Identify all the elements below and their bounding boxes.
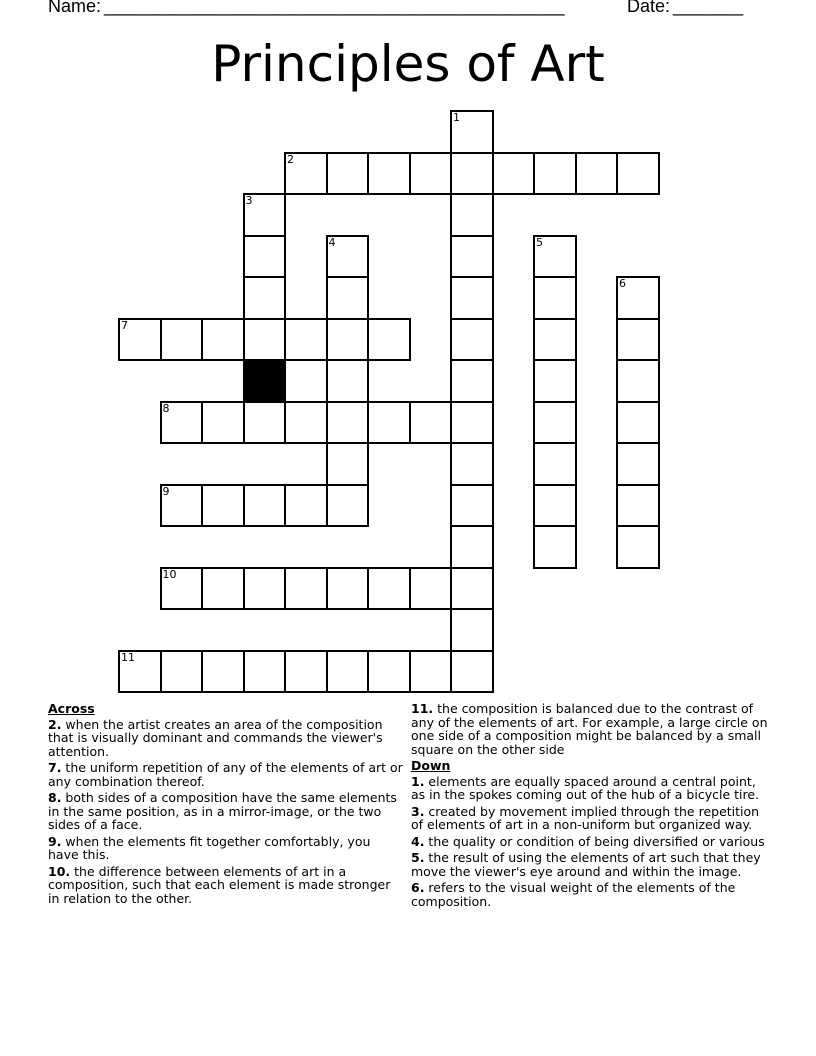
page-title: Principles of Art [211, 35, 605, 93]
crossword-cell[interactable] [243, 235, 287, 279]
clue-number: 5. [411, 850, 425, 865]
clue-number: 6. [411, 880, 425, 895]
clue-number-label: 6 [619, 277, 626, 290]
crossword-cell[interactable] [533, 401, 577, 445]
crossword-cell[interactable] [243, 193, 287, 237]
crossword-cell[interactable] [326, 318, 370, 362]
clue-number-label: 8 [162, 401, 170, 415]
crossword-cell[interactable] [409, 567, 453, 611]
clue-across-10 [48, 865, 404, 906]
clue-number: 8. [48, 790, 62, 805]
crossword-cell[interactable] [284, 401, 328, 445]
name-field[interactable]: ______________________________________________ [104, 0, 565, 16]
crossword-cell[interactable] [284, 650, 328, 694]
clue-number-label: 4 [328, 235, 336, 249]
crossword-cell[interactable] [616, 276, 660, 320]
crossword-cell[interactable] [450, 235, 494, 279]
crossword-cell[interactable] [118, 650, 162, 694]
crossword-cell[interactable] [450, 608, 494, 652]
crossword-cell[interactable] [326, 401, 370, 445]
crossword-cell[interactable] [616, 401, 660, 445]
clue-number: 7. [48, 760, 62, 775]
crossword-cell[interactable] [575, 152, 619, 196]
crossword-cell[interactable] [118, 318, 162, 362]
crossword-cell[interactable] [367, 152, 411, 196]
crossword-cell[interactable] [326, 442, 370, 486]
clue-text: the uniform repetition of any of the elements of art or any combination thereof. [48, 760, 403, 789]
clue-text: both sides of a composition have the same elements in the same position, as in a mirror-image, or the two sides of a face. [48, 790, 397, 832]
crossword-cell[interactable] [533, 484, 577, 528]
date-label: Date: [627, 0, 671, 16]
clue-across-11 [411, 702, 771, 756]
crossword-cell[interactable] [243, 276, 287, 320]
crossword-cell[interactable] [616, 525, 660, 569]
clue-across-9 [48, 835, 404, 862]
crossword-cell[interactable] [284, 484, 328, 528]
clue-text: elements are equally spaced around a central point, as in the spokes coming out of the hub of a bicycle tire. [411, 773, 760, 802]
crossword-cell[interactable] [409, 152, 453, 196]
clue-text: when the artist creates an area of the composition that is visually dominant and commands the viewer's attention. [48, 716, 383, 759]
clue-text: the difference between elements of art in a composition, such that each element is made stronger in relation to the other. [48, 863, 391, 906]
crossword-cell[interactable] [492, 152, 536, 196]
clue-number: 1. [411, 773, 425, 789]
crossword-cell[interactable] [326, 152, 370, 196]
crossword-cell[interactable] [533, 152, 577, 196]
clue-down-5 [411, 851, 771, 878]
crossword-cell[interactable] [243, 567, 287, 611]
crossword-cell[interactable] [367, 401, 411, 445]
clue-number-label: 11 [121, 650, 135, 664]
crossword-cell[interactable] [326, 235, 370, 279]
crossword-cell[interactable] [160, 650, 204, 694]
crossword-cell[interactable] [533, 442, 577, 486]
crossword-cell[interactable] [450, 484, 494, 528]
crossword-cell[interactable] [533, 359, 577, 403]
crossword-cell[interactable] [450, 276, 494, 320]
crossword-cell[interactable] [450, 650, 494, 694]
name-label: Name: [48, 0, 102, 16]
crossword-cell[interactable] [160, 484, 204, 528]
crossword-cell[interactable] [533, 235, 577, 279]
across-heading: Across [48, 701, 95, 716]
crossword-cell[interactable] [616, 442, 660, 486]
clue-number-label: 10 [162, 567, 177, 581]
crossword-cell[interactable] [243, 484, 287, 528]
clues-left-column [48, 702, 404, 908]
crossword-cell[interactable] [326, 359, 370, 403]
clue-down-4 [411, 835, 771, 849]
clue-number-label: 1 [453, 111, 460, 124]
clue-number-label: 5 [536, 235, 543, 249]
crossword-cell[interactable] [201, 318, 245, 362]
crossword-cell[interactable] [243, 401, 287, 445]
clue-text: when the elements fit together comfortably, you have this. [48, 833, 371, 862]
crossword-cell[interactable] [201, 401, 245, 445]
crossword-cell[interactable] [243, 318, 287, 362]
crossword-cell[interactable] [367, 567, 411, 611]
crossword-cell[interactable] [284, 567, 328, 611]
crossword-cell[interactable] [616, 152, 660, 196]
clue-across-2 [48, 718, 404, 759]
crossword-cell[interactable] [326, 484, 370, 528]
clue-down-6 [411, 881, 771, 908]
crossword-cell[interactable] [409, 401, 453, 445]
clue-text: the result of using the elements of art such that they move the viewer's eye around and within the image. [411, 850, 761, 879]
clue-down-1 [411, 775, 771, 802]
clue-number: 3. [411, 803, 425, 819]
clue-number-label: 3 [245, 194, 253, 207]
crossword-cell[interactable] [367, 318, 411, 362]
crossword-cell[interactable] [450, 193, 494, 237]
crossword-cell[interactable] [160, 567, 204, 611]
clue-number-label: 2 [287, 152, 294, 166]
crossword-cell[interactable] [284, 318, 328, 362]
crossword-cell[interactable] [326, 567, 370, 611]
clue-number: 11. [411, 701, 434, 716]
crossword-cell[interactable] [533, 318, 577, 362]
date-field[interactable]: _______ [673, 0, 744, 16]
clue-text: created by movement implied through the repetition of elements of art in a non-uniform but organized way. [411, 803, 760, 832]
crossword-cell[interactable] [450, 525, 494, 569]
crossword-cell[interactable] [450, 401, 494, 445]
clue-down-3 [411, 805, 771, 832]
crossword-cell[interactable] [367, 650, 411, 694]
clue-number-label: 7 [121, 318, 128, 332]
clue-number: 2. [48, 716, 62, 732]
clue-text: the quality or condition of being diversified or various [424, 833, 765, 849]
crossword-cell[interactable] [284, 152, 328, 196]
down-heading: Down [411, 758, 451, 773]
crossword-cell[interactable] [160, 401, 204, 445]
crossword-cell[interactable] [450, 442, 494, 486]
crossword-cell[interactable] [616, 359, 660, 403]
crossword-cell[interactable] [450, 359, 494, 403]
clue-number-label: 9 [162, 484, 170, 498]
crossword-cell[interactable] [201, 484, 245, 528]
crossword-cell[interactable] [201, 567, 245, 611]
clue-across-8 [48, 791, 404, 832]
clue-text: the composition is balanced due to the contrast of any of the elements of art. For example, a large circle on one side of a composition might be balanced by a small square on the other side [411, 701, 768, 757]
crossword-cell[interactable] [409, 650, 453, 694]
clue-number: 10. [48, 863, 71, 879]
crossword-cell[interactable] [160, 318, 204, 362]
crossword-cell[interactable] [326, 650, 370, 694]
crossword-cell[interactable] [533, 525, 577, 569]
crossword-cell[interactable] [533, 276, 577, 320]
crossword-cell[interactable] [616, 318, 660, 362]
crossword-cell[interactable] [450, 110, 494, 154]
crossword-cell[interactable] [201, 650, 245, 694]
crossword-cell[interactable] [450, 152, 494, 196]
crossword-cell[interactable] [616, 484, 660, 528]
clue-number: 9. [48, 833, 62, 849]
crossword-cell[interactable] [243, 650, 287, 694]
crossword-cell[interactable] [450, 318, 494, 362]
clue-across-7 [48, 761, 404, 788]
clue-number: 4. [411, 833, 425, 849]
crossword-cell[interactable] [450, 567, 494, 611]
clue-text: refers to the visual weight of the elements of the composition. [411, 880, 736, 909]
crossword-cell[interactable] [326, 276, 370, 320]
black-square [243, 359, 287, 403]
clues-right-column [411, 702, 771, 911]
